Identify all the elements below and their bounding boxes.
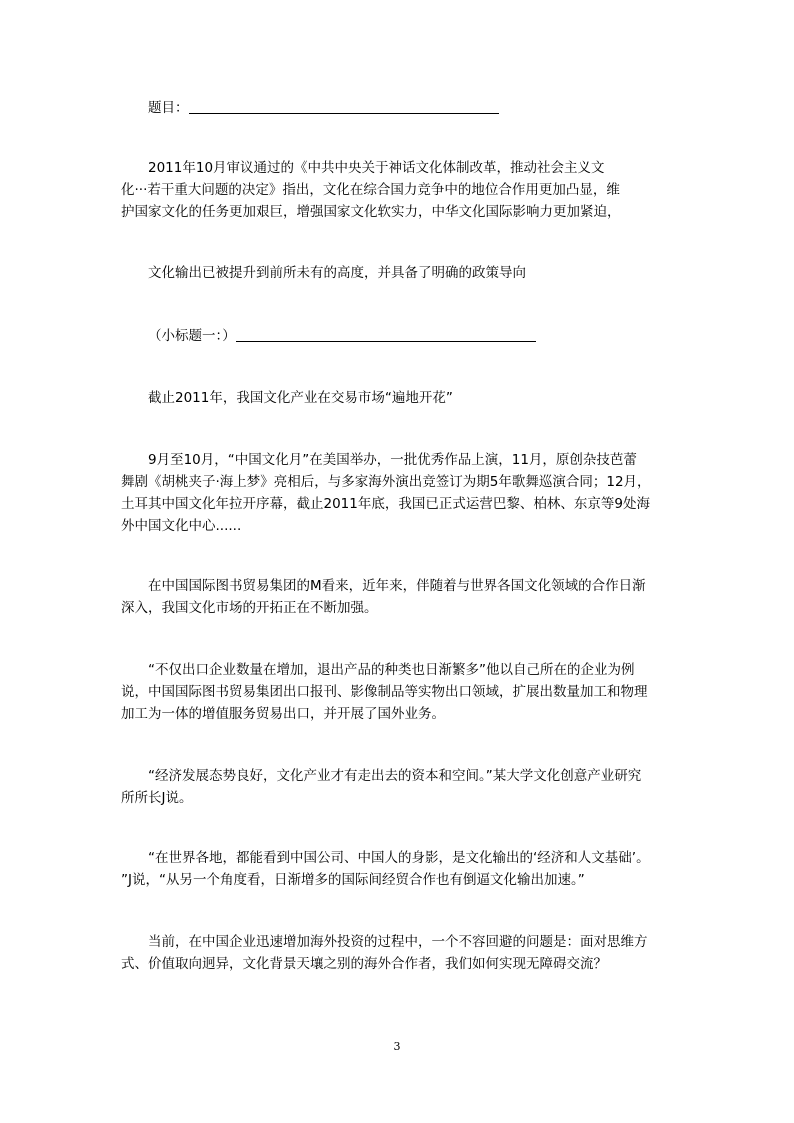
market-line: 截止2011年，我国文化产业在交易市场“遍地开花”: [148, 390, 453, 406]
page-number: 3: [393, 1040, 401, 1053]
intro-line-3: 护国家文化的任务更加艰巨，增强国家文化软实力，中华文化国际影响力更加紧迫，: [121, 204, 621, 220]
statement-line: 文化输出已被提升到前所未有的高度，并具备了明确的政策导向: [148, 265, 526, 281]
subtitle-line: [148, 326, 536, 347]
quote-economy-line-2: 所所长J说。: [121, 790, 193, 806]
events-line-2: 舞剧《胡桃夹子·海上梦》亮相后，与多家海外演出竞签订为期5年歌舞巡演合同；12月，: [121, 474, 651, 490]
group-view-line-2: 深入，我国文化市场的开拓正在不断加强。: [121, 600, 378, 616]
title-prompt: 题目：: [148, 100, 189, 116]
quote-world-line-1: “在世界各地，都能看到中国公司、中国人的身影，是文化输出的‘经济和人文基础’。: [148, 850, 650, 866]
quote-export-line-2: 说，中国国际图书贸易集团出口报刊、影像制品等实物出口领域，扩展出数量加工和物理: [121, 684, 648, 700]
events-line-4: 外中国文化中心......: [121, 518, 242, 534]
closing-line-2: 式、价值取向迥异，文化背景天壤之别的海外合作者，我们如何实现无障碍交流？: [121, 956, 607, 972]
closing-line-1: 当前，在中国企业迅速增加海外投资的过程中，一个不容回避的问题是：面对思维方: [148, 934, 648, 950]
subtitle-prompt: （小标题一：）: [148, 328, 236, 344]
quote-export-line-1: “不仅出口企业数量在增加，退出产品的种类也日渐繁多”他以自己所在的企业为例: [148, 662, 635, 678]
events-line-3: 土耳其中国文化年拉开序幕，截止2011年底，我国已正式运营巴黎、柏林、东京等9处海: [121, 496, 650, 512]
subtitle-blank: [236, 327, 536, 342]
intro-line-2: 化···若干重大问题的决定》指出，文化在综合国力竞争中的地位合作用更加凸显，维: [121, 182, 620, 198]
intro-line-1: 2011年10月审议通过的《中共中央关于神话文化体制改革，推动社会主义文: [148, 160, 605, 176]
title-line: [148, 98, 499, 119]
quote-economy-line-1: “经济发展态势良好，文化产业才有走出去的资本和空间。”某大学文化创意产业研究: [148, 768, 642, 784]
quote-export-line-3: 加工为一体的增值服务贸易出口，并开展了国外业务。: [121, 706, 445, 722]
title-blank: [189, 99, 499, 114]
quote-world-line-2: ”J说，“从另一个角度看，日渐增多的国际间经贸合作也有倒逼文化输出加速。”: [121, 872, 585, 888]
events-line-1: 9月至10月，“中国文化月”在美国举办，一批优秀作品上演，11月，原创杂技芭蕾: [148, 452, 637, 468]
group-view-line-1: 在中国国际图书贸易集团的M看来，近年来，伴随着与世界各国文化领域的合作日渐: [148, 578, 646, 594]
